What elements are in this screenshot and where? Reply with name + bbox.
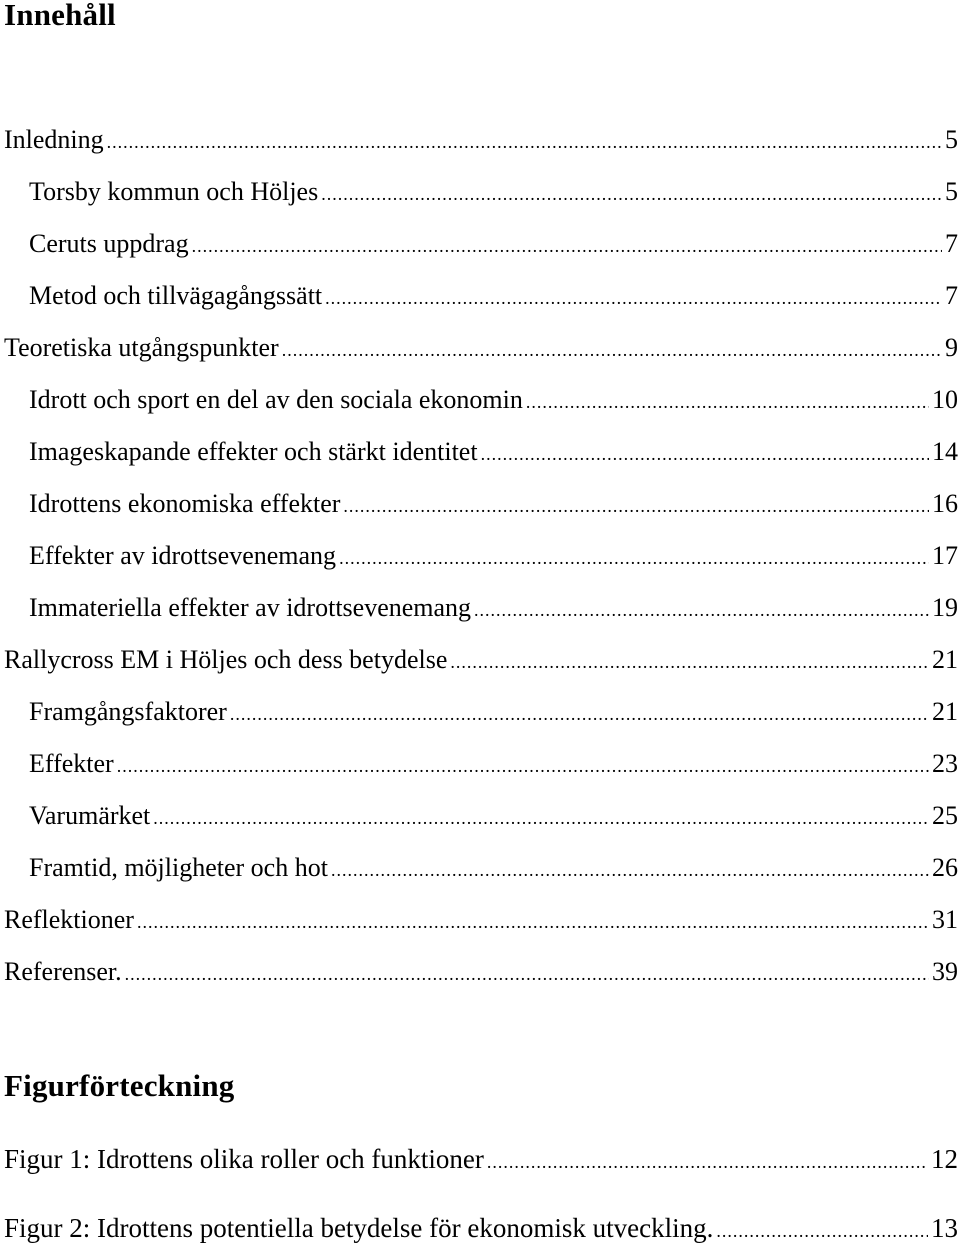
toc-entry[interactable] [4, 643, 960, 677]
toc-entry[interactable] [29, 227, 960, 261]
figure-entry[interactable] [4, 1142, 960, 1176]
toc-entry-page: 21 [932, 645, 958, 674]
toc-entry[interactable] [29, 539, 960, 573]
toc-entry[interactable] [4, 903, 960, 937]
toc-entry[interactable] [29, 799, 960, 833]
toc-entry-title: Ceruts uppdrag [29, 229, 189, 258]
toc-entry-page: 23 [932, 749, 958, 778]
toc-entry-page: 21 [932, 697, 958, 726]
toc-leader-dots [343, 489, 929, 523]
toc-entry-page: 17 [932, 541, 958, 570]
toc-entry[interactable] [29, 487, 960, 521]
toc-entry-title: Referenser. [4, 957, 122, 986]
toc-entry-page: 5 [945, 125, 958, 154]
toc-entry[interactable] [29, 851, 960, 885]
toc-leader-dots [474, 593, 929, 627]
toc-entry[interactable] [29, 695, 960, 729]
toc-leader-dots [282, 333, 942, 367]
toc-entry-page: 14 [932, 437, 958, 466]
figure-entry-title: Figur 2: Idrottens potentiella betydelse för ekonomisk utveckling. [4, 1213, 714, 1243]
toc-entry-title: Torsby kommun och Höljes [29, 177, 319, 206]
toc-entry-page: 10 [932, 385, 958, 414]
figure-entry-title: Figur 1: Idrottens olika roller och funktioner [4, 1144, 484, 1174]
toc-entry-page: 5 [945, 177, 958, 206]
toc-entry-title: Metod och tillvägagångssätt [29, 281, 323, 310]
toc-entry-title: Idrottens ekonomiska effekter [29, 489, 341, 518]
toc-leader-dots [325, 281, 942, 315]
toc-heading: Innehåll [4, 0, 116, 32]
toc-leader-dots [230, 697, 929, 731]
toc-leader-dots [526, 385, 929, 419]
figures-heading: Figurförteckning [4, 1068, 235, 1103]
toc-leader-dots [107, 125, 942, 159]
toc-entry-page: 19 [932, 593, 958, 622]
toc-entry[interactable] [29, 747, 960, 781]
toc-leader-dots [125, 957, 929, 991]
figure-entry-page: 12 [931, 1144, 958, 1174]
toc-entry-page: 31 [932, 905, 958, 934]
toc-entry-title: Idrott och sport en del av den sociala ekonomin [29, 385, 523, 414]
toc-leader-dots [153, 801, 929, 835]
toc-entry-page: 7 [945, 281, 958, 310]
toc-leader-dots [450, 645, 929, 679]
toc-entry[interactable] [4, 331, 960, 365]
toc-entry[interactable] [4, 123, 960, 157]
toc-entry[interactable] [4, 955, 960, 989]
toc-entry-title: Varumärket [29, 801, 151, 830]
toc-entry-title: Inledning [4, 125, 104, 154]
toc-entry[interactable] [29, 175, 960, 209]
figure-entry-page: 13 [931, 1213, 958, 1243]
toc-leader-dots [192, 229, 942, 263]
toc-entry-page: 16 [932, 489, 958, 518]
toc-entry-title: Rallycross EM i Höljes och dess betydelse [4, 645, 448, 674]
toc-leader-dots [137, 905, 929, 939]
toc-entry-page: 39 [932, 957, 958, 986]
toc-entry-page: 9 [945, 333, 958, 362]
toc-leader-dots [117, 749, 929, 783]
figure-entry[interactable] [4, 1211, 960, 1245]
toc-leader-dots [339, 541, 929, 575]
toc-entry-title: Effekter [29, 749, 114, 778]
toc-entry[interactable] [29, 591, 960, 625]
toc-entry-title: Effekter av idrottsevenemang [29, 541, 337, 570]
toc-entry-title: Framtid, möjligheter och hot [29, 853, 328, 882]
toc-entry-page: 7 [945, 229, 958, 258]
toc-entry-title: Teoretiska utgångspunkter [4, 333, 279, 362]
toc-entry-title: Immateriella effekter av idrottsevenemang [29, 593, 472, 622]
toc-leader-dots [331, 853, 929, 887]
figure-leader-dots [716, 1214, 928, 1248]
toc-entry-page: 25 [932, 801, 958, 830]
figure-leader-dots [487, 1145, 928, 1179]
toc-entry[interactable] [29, 435, 960, 469]
toc-leader-dots [321, 177, 942, 211]
toc-entry-page: 26 [932, 853, 958, 882]
toc-entry-title: Reflektioner [4, 905, 134, 934]
toc-entry-title: Imageskapande effekter och stärkt identitet [29, 437, 478, 466]
toc-entry[interactable] [29, 279, 960, 313]
toc-entry[interactable] [29, 383, 960, 417]
toc-entry-title: Framgångsfaktorer [29, 697, 227, 726]
toc-leader-dots [481, 437, 929, 471]
